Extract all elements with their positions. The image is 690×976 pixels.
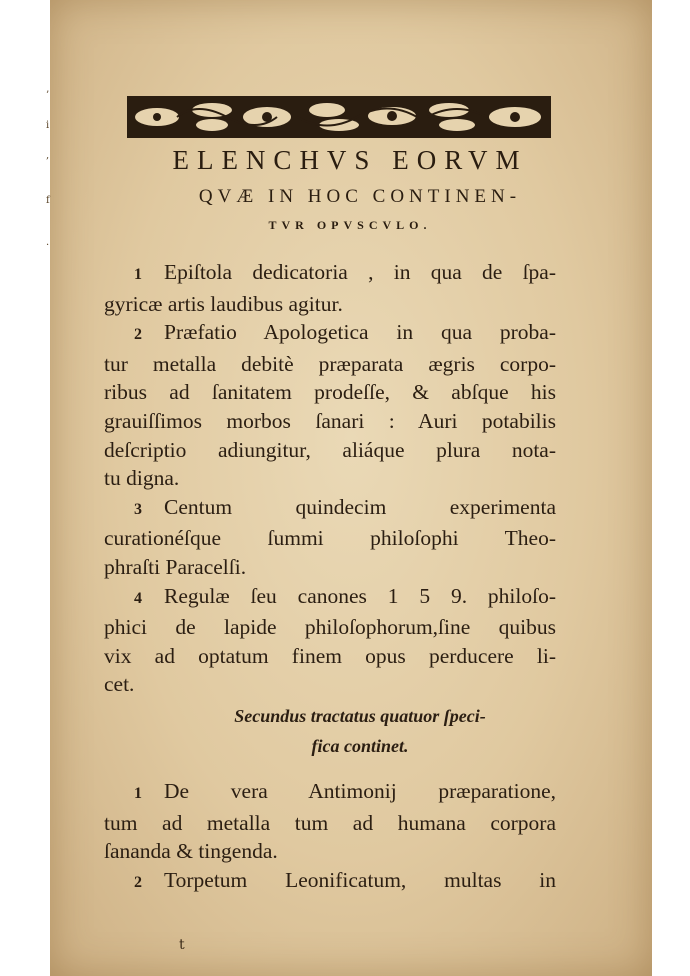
item-number: 1 (134, 266, 142, 283)
title-line-2: QVÆ IN HOC CONTINEN- (198, 186, 522, 207)
item-text: tum ad metalla tum ad humana corpora (104, 810, 556, 835)
list-item (104, 318, 556, 493)
item-number: 4 (134, 589, 142, 607)
list-item (104, 493, 556, 582)
item-text: phici de lapide philoſophorum,ſine quibus (104, 615, 556, 640)
item-text: grauiſſimos morbos ſanari : Auri potabilis (104, 408, 556, 433)
list-item (104, 777, 556, 866)
item-text: Centum quindecim experimenta (164, 494, 556, 519)
item-number: 2 (134, 326, 142, 344)
title-line-1: ELENCHVS EORVM (172, 145, 528, 175)
item-text: vix ad optatum finem opus perducere li- (104, 643, 556, 668)
item-text: deſcriptio adiungitur, aliáque plura nota- (104, 437, 556, 462)
section-heading-line-2: fica continet. (311, 736, 409, 756)
section-heading-line-1: Secundus tractatus quatuor ſpeci- (234, 706, 486, 726)
item-text: Præfatio Apologetica in qua proba- (164, 320, 556, 345)
item-text: tur metalla debitè præparata ægris corpo- (104, 351, 556, 376)
item-number: 2 (134, 873, 142, 891)
item-text: Torpetum Leonificatum, multas in (164, 867, 556, 892)
item-text: ſananda & tingenda. (104, 839, 278, 864)
item-text: cet. (104, 672, 135, 697)
item-number: 1 (134, 785, 142, 802)
title-line-3: TVR OPVSCVLO. (268, 218, 432, 232)
item-text: Regulæ ſeu canones 1 5 9. philoſo- (164, 583, 556, 608)
signature-mark: t (179, 937, 185, 953)
item-text: tu digna. (104, 466, 180, 491)
contents-list-2 (104, 777, 556, 897)
item-text: curationéſque ſummi philoſophi Theo- (104, 526, 556, 551)
item-text: gyricæ artis laudibus agitur. (104, 291, 343, 316)
decorative-headpiece (127, 96, 551, 138)
margin-marks: ’ i , f · (46, 90, 50, 251)
item-number: 3 (134, 500, 142, 518)
list-item (104, 258, 556, 318)
item-text: phraſti Paracelſi. (104, 554, 247, 579)
list-item (104, 866, 556, 898)
list-item (104, 582, 556, 699)
item-text: ribus ad ſanitatem prodeſſe, & abſque his (104, 380, 556, 405)
item-text: De vera Antimonij præparatione, (164, 779, 556, 803)
item-text: Epiſtola dedicatoria , in qua de ſpa- (164, 260, 556, 284)
contents-list-1 (104, 258, 556, 699)
